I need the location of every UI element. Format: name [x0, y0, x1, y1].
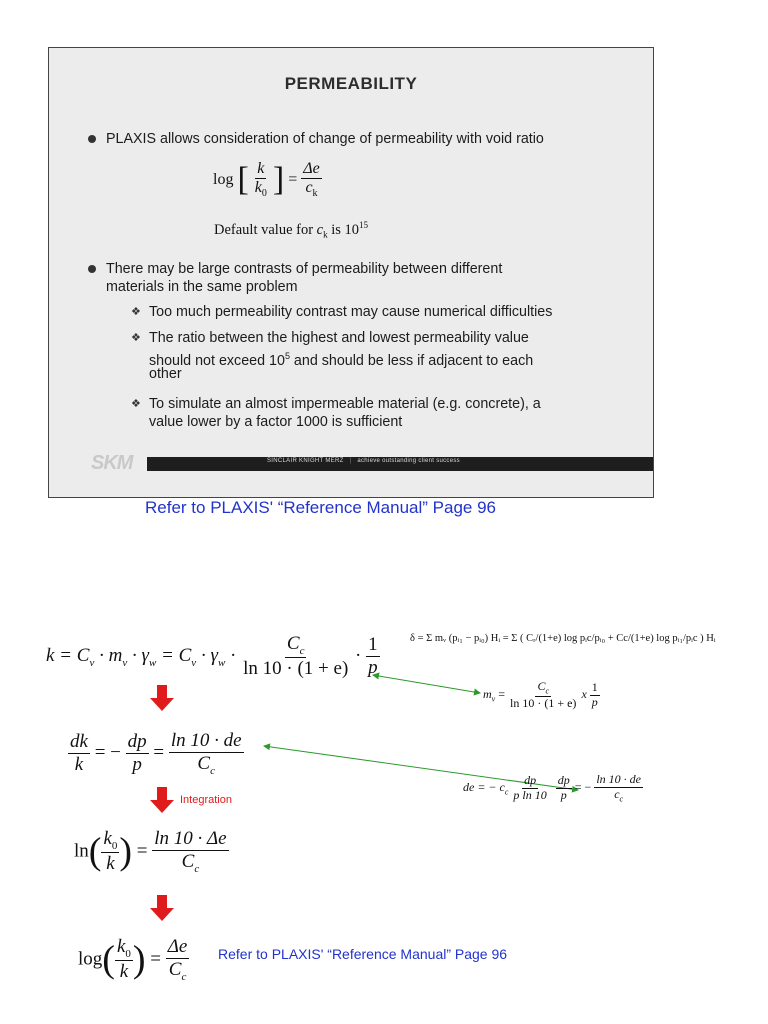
sub-item-1: Too much permeability contrast may cause numerical difficulties	[149, 304, 553, 320]
equation-ln: ln( $\frac{k_0}{k}$ ) = $\frac{\ln 10 \cdot \Delta e}{C_c}$	[74, 828, 227, 875]
sub-item-3-line1: To simulate an almost impermeable material (e.g. concrete), a	[149, 396, 541, 412]
bullet-2-line2: materials in the same problem	[106, 279, 298, 295]
equation-log: log( $\frac{k_0}{k}$ ) = $\frac{\Delta e}{C_c}$	[78, 936, 188, 983]
reference-link-bottom[interactable]: Refer to PLAXIS' “Reference Manual” Page 96	[218, 946, 508, 962]
sub-item-2-line3: other	[149, 366, 182, 382]
equation-mv: $m_v$ = $\frac{C_c}{\ln 10 \cdot (1 + e)}$ x $\frac{1}{p}$	[483, 679, 598, 710]
down-arrow-icon	[157, 685, 167, 699]
diamond-bullet-icon: ❖	[131, 332, 141, 344]
diamond-bullet-icon: ❖	[131, 306, 141, 318]
diamond-bullet-icon: ❖	[131, 398, 141, 410]
equation-de: de = − $c_c$ $\frac{dp}{\text{p ln 10}}$ $\frac{dp}{p}$ = − $\frac{\ln 10 \cdot de}{c_c}$	[463, 772, 641, 804]
footer-bar: SINCLAIR KNIGHT MERZ | achieve outstanding client success	[147, 457, 653, 471]
slide-equation: log [ $\frac{k}{k_0}$ ] = $\frac{\Delta e}{c_k}$	[213, 160, 320, 200]
equation-dk: $\frac{dk}{k}$ = − $\frac{dp}{p}$ = $\frac{\ln 10 \cdot de}{C_c}$	[70, 730, 242, 777]
eq-log: log	[213, 171, 234, 189]
bullet-2-line1: There may be large contrasts of permeability between different	[106, 261, 503, 277]
equation-settlement: δ = Σ mᵥ (pᵢ₁ − pᵢ₀) Hᵢ = Σ ( Cᵣ/(1+e) log pᵢc/pᵢ₀ + Cc/(1+e) log pᵢ₁/pᵢc ) Hᵢ	[410, 633, 716, 644]
sub-item-2-line1: The ratio between the highest and lowest permeability value	[149, 330, 529, 346]
integration-label: Integration	[180, 794, 232, 806]
down-arrow-icon	[157, 895, 167, 909]
reference-link-top[interactable]: Refer to PLAXIS' “Reference Manual” Page 96	[145, 498, 496, 517]
bullet-1: PLAXIS allows consideration of change of permeability with void ratio	[106, 131, 544, 147]
default-value-text: Default value for $c_k$ is $10^{15}$	[214, 220, 369, 240]
skm-logo: SKM	[91, 452, 133, 474]
slide-title: PERMEABILITY	[284, 74, 418, 93]
equation-k: $k = C_v \cdot m_v \cdot \gamma_w = C_v \cdot \gamma_w$ · $\frac{C_c}{\ln 10 \cdot (1 + e)}$ · $\frac{1}{p}$	[46, 633, 378, 680]
sub-item-3-line2: value lower by a factor 1000 is sufficient	[149, 414, 403, 430]
down-arrow-icon	[157, 787, 167, 801]
sub-item-2-line2: should not exceed $10^5$ and should be less if adjacent to each	[149, 351, 534, 369]
